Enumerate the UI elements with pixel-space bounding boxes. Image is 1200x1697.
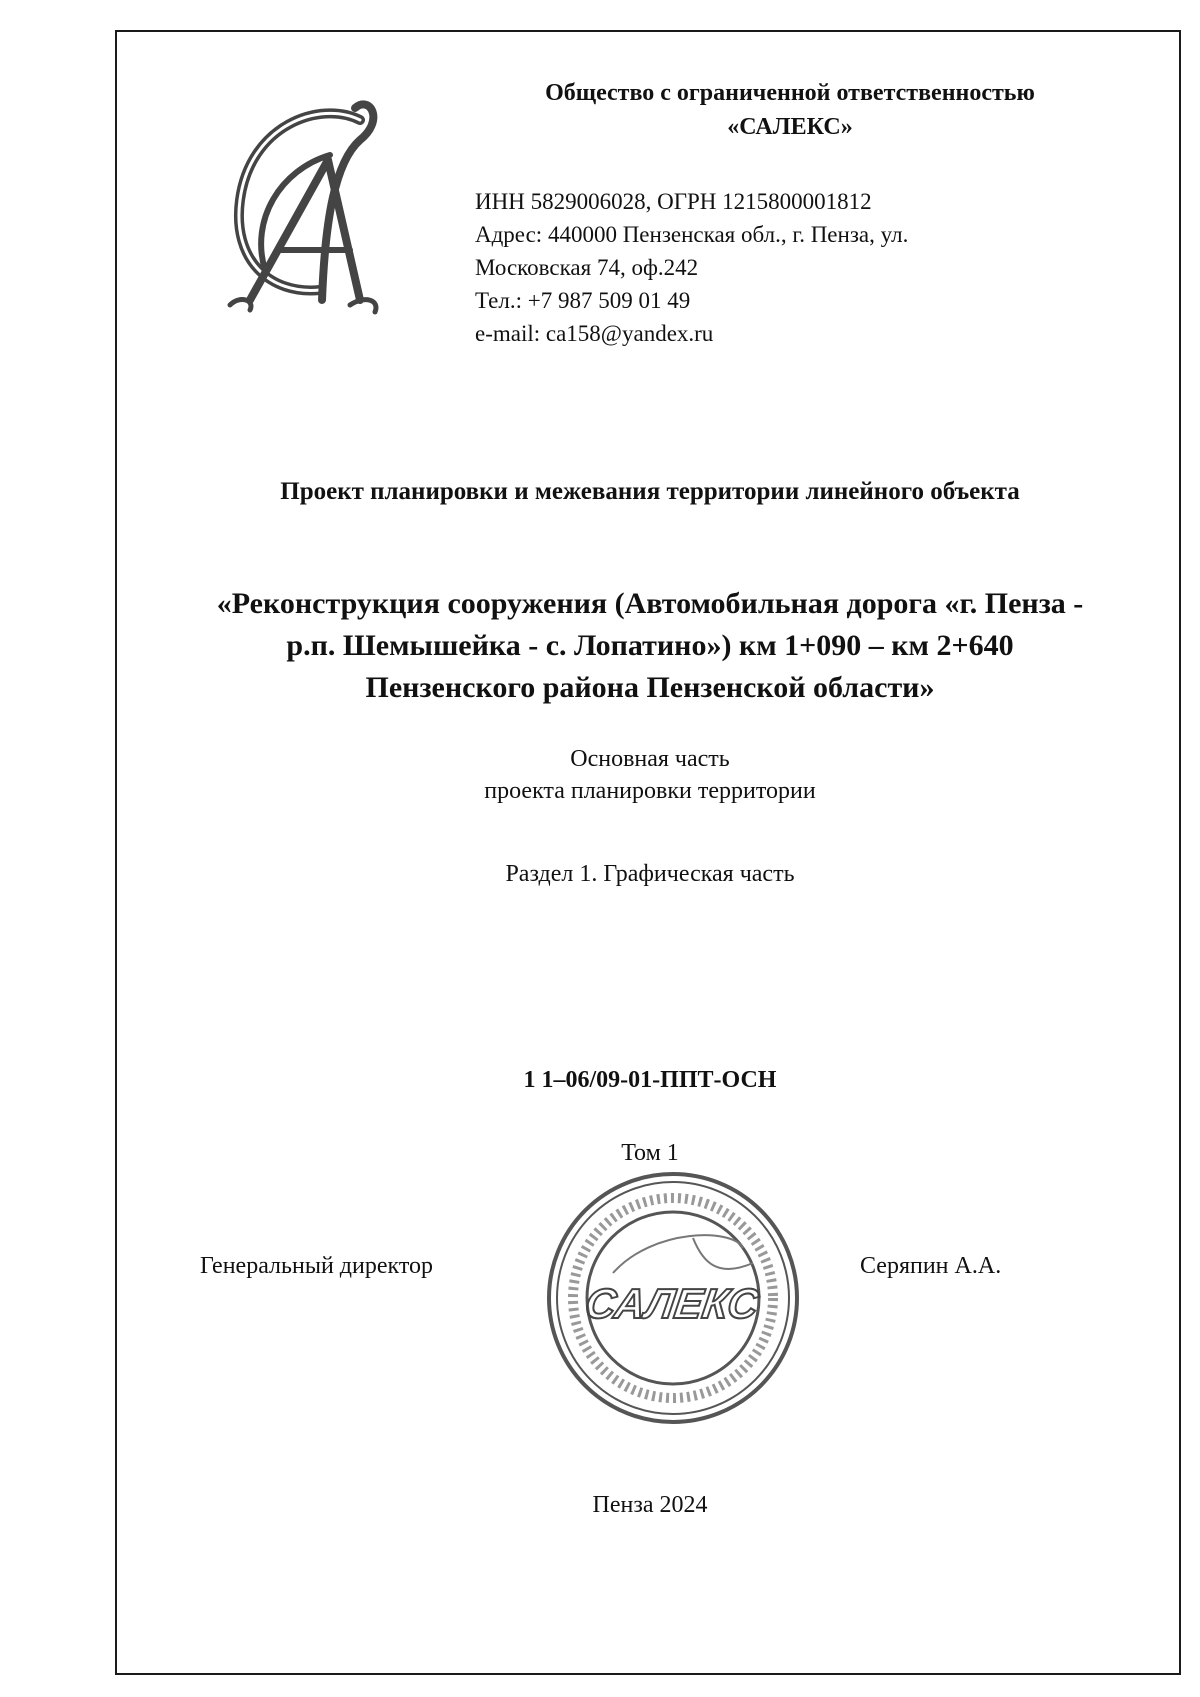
company-stamp-icon bbox=[543, 1168, 803, 1428]
document-type: Проект планировки и межевания территории линейного объекта bbox=[280, 478, 1020, 505]
document-part bbox=[120, 743, 1180, 807]
company-requisites bbox=[475, 185, 1035, 350]
document-part-line-2: проекта планировки территории bbox=[484, 778, 816, 804]
stamp-brand-text: САЛЕКС bbox=[582, 1280, 762, 1327]
company-brand-name: «САЛЕКС» bbox=[727, 114, 853, 140]
project-title-line-3: Пензенского района Пензенской области» bbox=[365, 671, 935, 704]
city-year: Пенза 2024 bbox=[592, 1492, 708, 1518]
email: e-mail: ca158@yandex.ru bbox=[475, 321, 714, 346]
company-name bbox=[480, 76, 1100, 144]
address-line-2: Московская 74, оф.242 bbox=[475, 255, 699, 280]
address-line-1: Адрес: 440000 Пензенская обл., г. Пенза, ул. bbox=[475, 222, 909, 247]
signatory-position: Генеральный директор bbox=[200, 1253, 434, 1279]
inn-ogrn: ИНН 5829006028, ОГРН 1215800001812 bbox=[475, 189, 872, 214]
monogram-sa-logo-icon bbox=[210, 100, 410, 320]
document-code: 1 1–06/09-01-ППТ-ОСН bbox=[523, 1067, 777, 1093]
section-title: Раздел 1. Графическая часть bbox=[505, 861, 795, 887]
signatory-name: Серяпин А.А. bbox=[860, 1253, 1002, 1279]
project-title-line-2: р.п. Шемышейка - с. Лопатино») км 1+090 – км 2+640 bbox=[286, 629, 1014, 662]
document-part-line-1: Основная часть bbox=[570, 746, 730, 772]
project-title bbox=[120, 583, 1180, 709]
phone: Тел.: +7 987 509 01 49 bbox=[475, 288, 691, 313]
company-legal-form: Общество с ограниченной ответственностью bbox=[545, 80, 1035, 106]
project-title-line-1: «Реконструкция сооружения (Автомобильная дорога «г. Пенза - bbox=[216, 587, 1084, 620]
volume-number: Том 1 bbox=[621, 1140, 679, 1166]
